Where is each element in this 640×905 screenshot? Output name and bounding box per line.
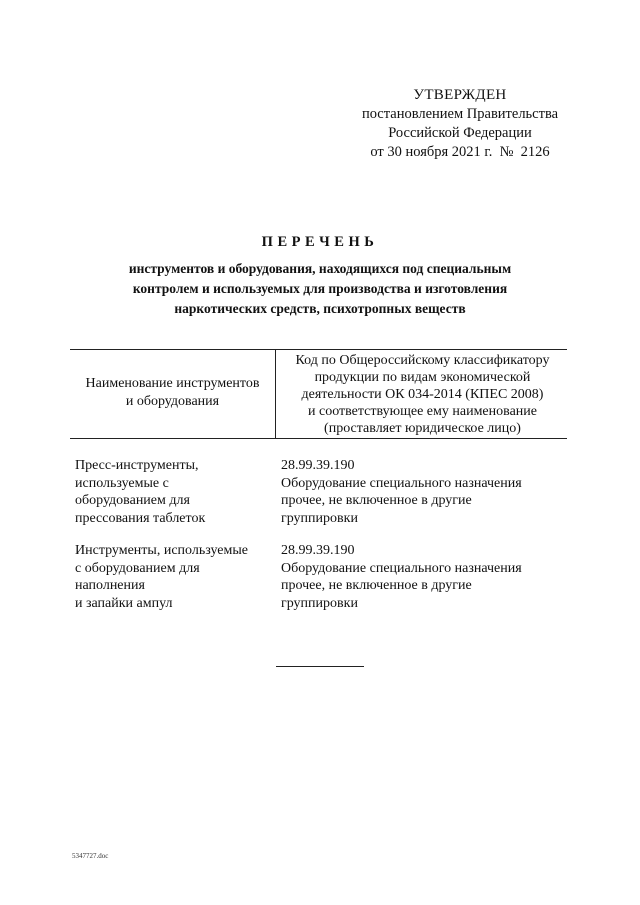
approval-line-3: от 30 ноября 2021 г. № 2126	[370, 144, 550, 160]
name-line: оборудованием для	[75, 493, 190, 508]
table-column-divider	[275, 349, 276, 438]
approval-line-2: Российской Федерации	[388, 125, 532, 141]
code-line: группировки	[281, 595, 358, 611]
code-line: Оборудование специального назначения	[281, 475, 522, 491]
subtitle-line-3: наркотических средств, психотропных веществ	[174, 301, 466, 316]
header-code-column	[278, 352, 567, 437]
code-line: прочее, не включенное в другие	[281, 578, 472, 593]
code-line: Оборудование специального назначения	[281, 560, 522, 576]
header-right-line-1: Код по Общероссийскому классификатору	[295, 353, 550, 368]
approval-line-1: постановлением Правительства	[361, 106, 559, 122]
code-line: прочее, не включенное в другие	[281, 493, 472, 508]
name-line: с оборудованием для	[75, 560, 200, 576]
equipment-code-cell	[281, 542, 573, 612]
equipment-name-cell	[75, 542, 275, 612]
header-left-line-1: Наименование инструментов	[85, 376, 260, 391]
name-line: наполнения	[75, 578, 145, 593]
name-line: Инструменты, используемые	[75, 543, 248, 558]
header-right-line-5: (проставляет юридическое лицо)	[324, 421, 521, 436]
approved-heading: УТВЕРЖДЕН	[413, 87, 507, 103]
header-right-line-4: и соответствующее ему наименование	[308, 404, 537, 419]
code-line: 28.99.39.190	[281, 458, 355, 473]
header-right-line-3: деятельности ОК 034-2014 (КПЕС 2008)	[301, 387, 544, 402]
file-reference: 5347727.doc	[72, 852, 109, 860]
end-of-list-divider	[276, 666, 364, 667]
header-left-line-2: и оборудования	[125, 394, 220, 409]
table-top-rule	[70, 349, 567, 350]
subtitle-line-2: контролем и используемых для производства и изготовления	[132, 281, 508, 296]
document-subtitle	[80, 259, 560, 319]
code-line: 28.99.39.190	[281, 543, 355, 558]
subtitle-line-1: инструментов и оборудования, находящихся под специальным	[128, 261, 512, 276]
header-right-line-2: продукции по видам экономической	[314, 370, 531, 385]
name-line: используемые с	[75, 475, 169, 491]
approval-block	[330, 86, 590, 162]
code-line: группировки	[281, 510, 358, 526]
document-title: ПЕРЕЧЕНЬ	[261, 234, 379, 250]
header-name-column	[70, 375, 275, 411]
name-line: прессования таблеток	[75, 510, 206, 526]
name-line: Пресс-инструменты,	[75, 458, 199, 473]
name-line: и запайки ампул	[75, 595, 173, 611]
table-bottom-rule	[70, 438, 567, 439]
equipment-code-cell	[281, 457, 573, 527]
equipment-name-cell	[75, 457, 275, 527]
